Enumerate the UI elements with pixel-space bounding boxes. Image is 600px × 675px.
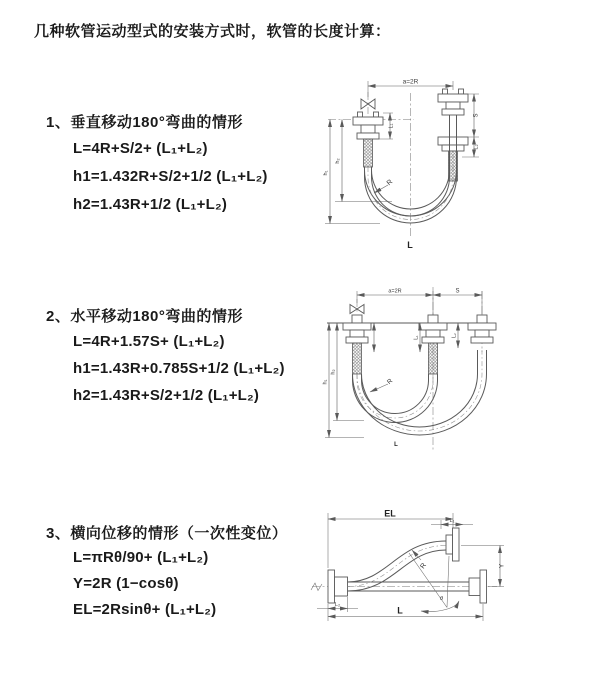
section1-heading: 1、垂直移动180°弯曲的情形	[46, 114, 243, 131]
dim-label-l2: L₂	[473, 144, 480, 150]
section3-formula-l: L=πRθ/90+ (L₁+L₂)	[73, 549, 209, 566]
dim-label-l2: L₂	[334, 602, 341, 608]
braided-hose-section	[429, 343, 438, 374]
dim-label-h1: h₁	[322, 379, 329, 385]
dim-label-s: S	[455, 288, 460, 295]
bend-radius-label: R	[385, 377, 395, 387]
section2-heading: 2、水平移动180°弯曲的情形	[46, 308, 243, 325]
upper-right-flange	[446, 528, 459, 561]
left-flange	[328, 570, 348, 603]
page-title: 几种软管运动型式的安装方式时，软管的长度计算：	[34, 23, 391, 40]
section1-formula-h2: h2=1.43R+1/2 (L₁+L₂)	[73, 196, 228, 213]
right-flange	[469, 570, 487, 603]
dim-label-l1: L₁	[413, 335, 420, 340]
dim-label-el: EL	[384, 508, 396, 519]
hose-displaced-position	[348, 541, 447, 591]
dim-label-l1: L₁	[449, 518, 455, 524]
section3-formula-y: Y=2R (1−cosθ)	[73, 575, 179, 592]
left-flange-fitting	[353, 112, 383, 167]
right-flange-fitting	[468, 315, 496, 343]
pipe-break-symbol	[311, 583, 322, 591]
section2-formula-l: L=4R+1.57S+ (L₁+L₂)	[73, 333, 225, 350]
diagram-vertical-180-bend	[312, 70, 498, 262]
length-label: L	[394, 442, 398, 448]
hose-u-bend	[353, 350, 487, 435]
bend-radius-label: R	[419, 562, 429, 571]
dim-label-y: Y	[498, 563, 506, 569]
dim-label-h2: h₂	[330, 369, 337, 375]
section1-formula-l: L=4R+S/2+ (L₁+L₂)	[73, 140, 208, 157]
length-label: L	[407, 240, 413, 250]
section2-formula-h1: h1=1.43R+0.785S+1/2 (L₁+L₂)	[73, 360, 285, 377]
dim-label-l1: L₁	[388, 123, 395, 129]
dim-label-h2: h₂	[335, 158, 341, 164]
section1-formula-h1: h1=1.432R+S/2+1/2 (L₁+L₂)	[73, 168, 268, 185]
braided-hose-section	[353, 343, 362, 374]
middle-flange-fitting	[419, 315, 447, 374]
dim-label-l: L	[397, 605, 403, 616]
section3-heading: 3、横向位移的情形（一次性变位）	[46, 525, 288, 542]
diagram-lateral-displacement	[310, 505, 510, 660]
braided-hose-section	[364, 139, 373, 167]
dim-label-s: S	[473, 113, 480, 118]
section2-formula-h2: h2=1.43R+S/2+1/2 (L₁+L₂)	[73, 387, 260, 404]
diagram-horizontal-180-bend	[315, 283, 490, 460]
angle-theta-label: θ	[440, 596, 443, 602]
dim-label-h1: h₁	[323, 170, 329, 176]
section3-formula-el: EL=2Rsinθ+ (L₁+L₂)	[73, 601, 217, 618]
left-flange-fitting	[343, 315, 371, 374]
bend-radius-label: R	[385, 178, 395, 188]
right-flange-upper-position	[438, 89, 468, 115]
dim-label-a2r: a=2R	[402, 78, 419, 86]
dim-label-a2r: a=2R	[388, 288, 402, 295]
dim-label-l2: L₂	[451, 333, 458, 338]
